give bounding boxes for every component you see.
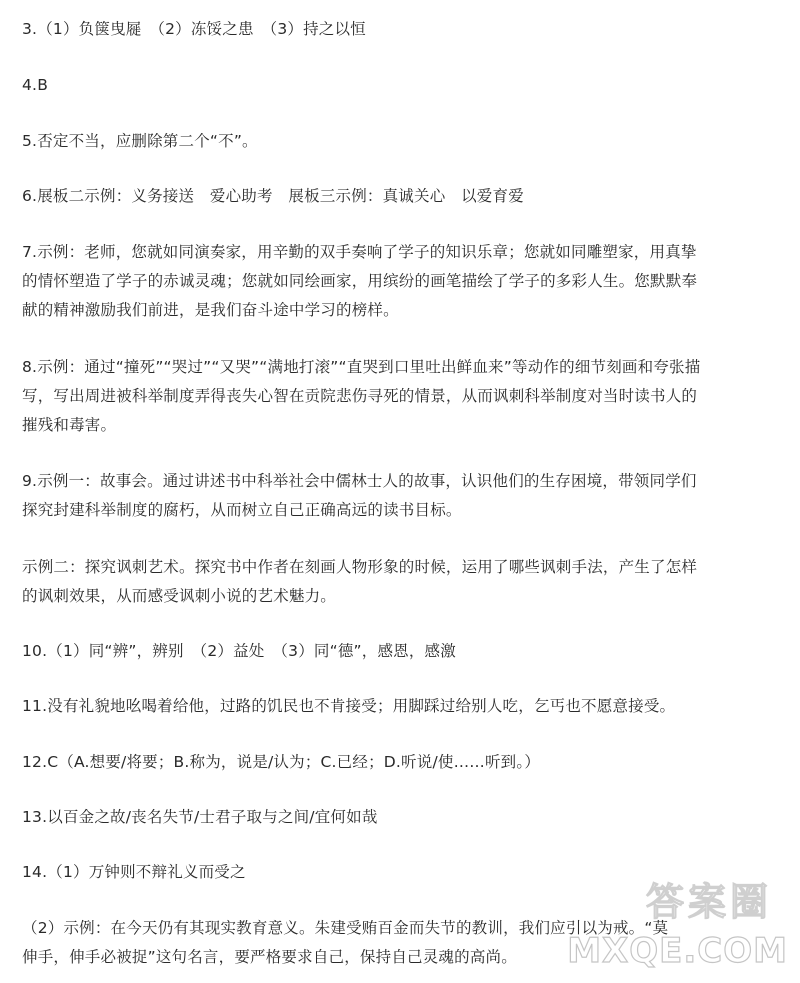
answer-q12 <box>22 748 774 777</box>
answer-q14-part-1 <box>22 858 774 887</box>
answer-q9-example-2 <box>22 553 774 611</box>
text-line: 12.C（A.想要/将要；B.称为，说是/认为；C.已经；D.听说/使……听到。） <box>22 753 541 771</box>
answer-q13 <box>22 803 774 832</box>
answer-q4 <box>22 71 774 100</box>
answer-q5 <box>22 127 774 156</box>
answer-q6 <box>22 182 774 211</box>
answer-q7 <box>22 238 774 325</box>
answer-q14-part-2 <box>22 914 774 972</box>
answer-q8 <box>22 353 774 440</box>
text-line: 献的精神激励我们前进，是我们奋斗途中学习的榜样。 <box>22 301 399 319</box>
text-line: 14.（1）万钟则不辩礼义而受之 <box>22 863 246 881</box>
watermark-bottom-text: MXQE.COM <box>567 931 788 971</box>
text-line: 示例二：探究讽刺艺术。探究书中作者在刻画人物形象的时候，运用了哪些讽刺手法，产生了怎样 <box>22 558 698 576</box>
text-line: 7.示例：老师，您就如同演奏家，用辛勤的双手奏响了学子的知识乐章；您就如同雕塑家，用真挚 <box>22 243 697 261</box>
answer-q9-example-1 <box>22 467 774 525</box>
watermark-top-text: 答案圈 <box>645 880 772 924</box>
text-line: 3.（1）负箧曳屣 （2）冻馁之患 （3）持之以恒 <box>22 20 366 38</box>
text-line: 伸手，伸手必被捉”这句名言，要严格要求自己，保持自己灵魂的高尚。 <box>22 948 517 966</box>
text-line: 6.展板二示例：义务接送 爱心助考 展板三示例：真诚关心 以爱育爱 <box>22 187 524 205</box>
text-line: 写，写出周进被科举制度弄得丧失心智在贡院悲伤寻死的情景，从而讽刺科举制度对当时读书人的 <box>22 387 698 405</box>
text-line: 5.否定不当，应删除第二个“不”。 <box>22 132 258 150</box>
text-line: 11.没有礼貌地吆喝着给他，过路的饥民也不肯接受；用脚踩过给别人吃，乞丐也不愿意接受。 <box>22 697 676 715</box>
text-line: 8.示例：通过“撞死”“哭过”“又哭”“满地打滚”“直哭到口里吐出鲜血来”等动作的细节刻画和夸张描 <box>22 358 701 376</box>
answer-q10 <box>22 637 774 666</box>
text-line: 10.（1）同“辨”，辨别 （2）益处 （3）同“德”，感恩，感激 <box>22 642 456 660</box>
text-line: 的讽刺效果，从而感受讽刺小说的艺术魅力。 <box>22 587 337 605</box>
text-line: （2）示例：在今天仍有其现实教育意义。朱建受贿百金而失节的教训，我们应引以为戒。“莫 <box>22 919 669 937</box>
text-line: 摧残和毒害。 <box>22 416 117 434</box>
answer-q3 <box>22 15 774 44</box>
text-line: 9.示例一：故事会。通过讲述书中科举社会中儒林士人的故事，认识他们的生存困境，带领同学们 <box>22 472 697 490</box>
text-line: 的情怀塑造了学子的赤诚灵魂；您就如同绘画家，用缤纷的画笔描绘了学子的多彩人生。您默默奉 <box>22 272 698 290</box>
text-line: 4.B <box>22 76 49 94</box>
answer-q11 <box>22 692 774 721</box>
text-line: 13.以百金之故/丧名失节/士君子取与之间/宜何如哉 <box>22 808 378 826</box>
text-line: 探究封建科举制度的腐朽，从而树立自己正确高远的读书目标。 <box>22 501 462 519</box>
